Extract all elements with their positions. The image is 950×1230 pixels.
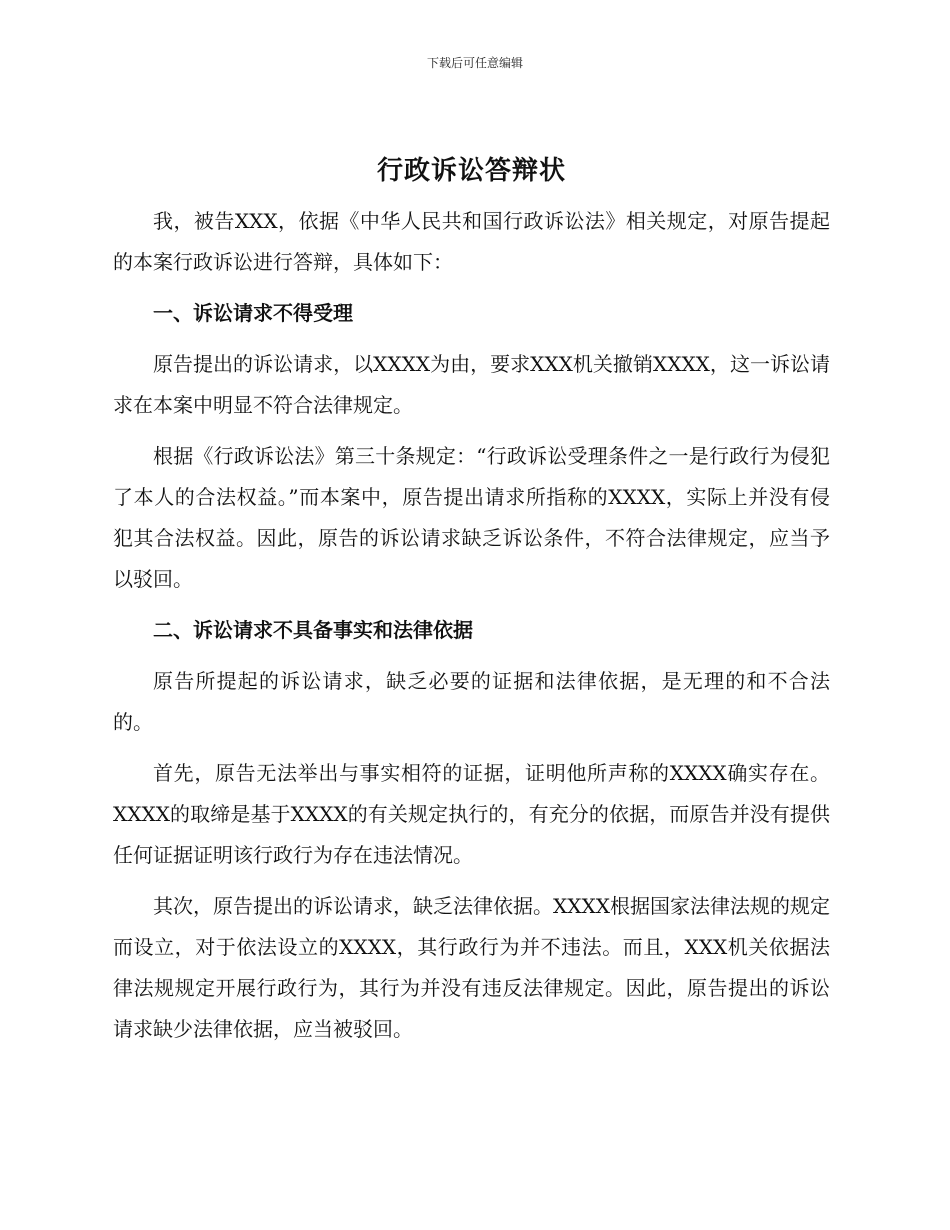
section-1-paragraph-1: 原告提出的诉讼请求，以XXXX为由，要求XXX机关撤销XXXX，这一诉讼请求在本案中明显不符合法律规定。 <box>113 352 830 417</box>
section-1-heading: 一、诉讼请求不得受理 <box>153 301 353 325</box>
section-2-paragraph-3: 其次，原告提出的诉讼请求，缺乏法律依据。XXXX根据国家法律法规的规定而设立，对于依法设立的XXXX，其行政行为并不违法。而且，XXX机关依据法律法规规定开展行政行为，其行为并没有违反法律规定。因此，原告提出的诉讼请求缺少法律依据，应当被驳回。 <box>113 894 830 1041</box>
document-title: 行政诉讼答辩状 <box>376 156 566 186</box>
document-body <box>113 150 830 1060</box>
intro-paragraph: 我，被告XXX，依据《中华人民共和国行政诉讼法》相关规定，对原告提起的本案行政诉讼进行答辩，具体如下： <box>113 209 830 274</box>
section-2-paragraph-2: 首先，原告无法举出与事实相符的证据，证明他所声称的XXXX确实存在。XXXX的取缔是基于XXXX的有关规定执行的，有充分的依据，而原告并没有提供任何证据证明该行政行为存在违法情况。 <box>113 761 830 867</box>
section-2-paragraph-1: 原告所提起的诉讼请求，缺乏必要的证据和法律依据，是无理的和不合法的。 <box>113 669 830 734</box>
header-note: 下载后可任意编辑 <box>426 56 523 70</box>
section-1-paragraph-2: 根据《行政诉讼法》第三十条规定：“行政诉讼受理条件之一是行政行为侵犯了本人的合法权益。”而本案中，原告提出请求所指称的XXXX，实际上并没有侵犯其合法权益。因此，原告的诉讼请求缺乏诉讼条件，不符合法律规定，应当予以驳回。 <box>113 444 830 591</box>
section-2-heading: 二、诉讼请求不具备事实和法律依据 <box>153 618 473 642</box>
